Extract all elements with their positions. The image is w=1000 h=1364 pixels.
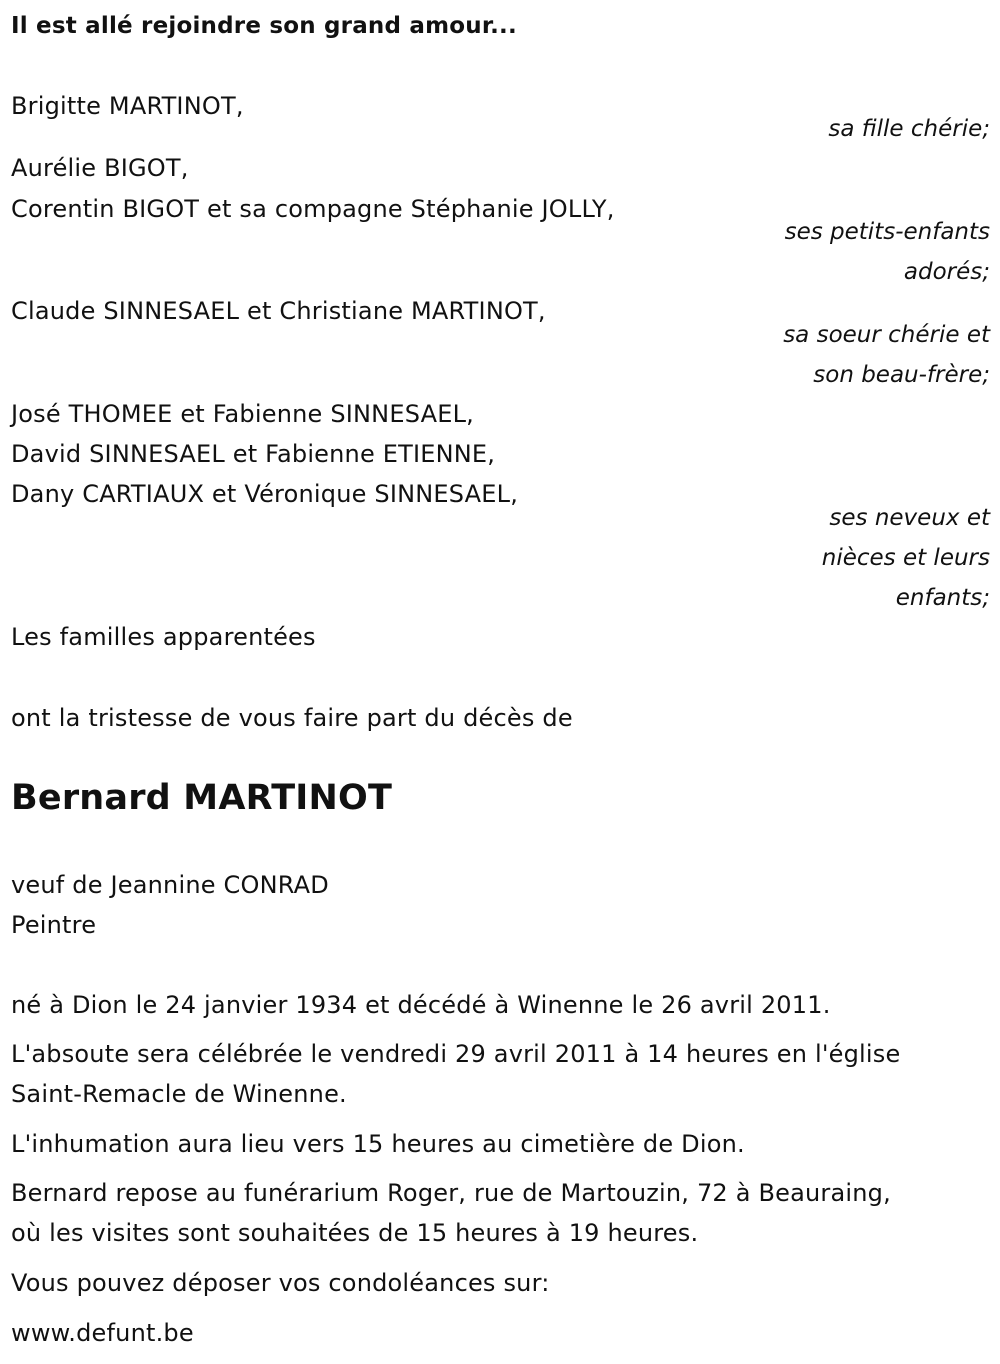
birth-death: né à Dion le 24 janvier 1934 et décédé à Winenne le 26 avril 2011. <box>11 991 831 1019</box>
deceased-name: Bernard MARTINOT <box>11 778 393 818</box>
family-relation: sa soeur chérie et <box>783 322 990 348</box>
family-member: Aurélie BIGOT, <box>11 154 189 182</box>
website-link[interactable]: www.defunt.be <box>11 1319 194 1347</box>
absolution-line: L'absoute sera célébrée le vendredi 29 avril 2011 à 14 heures en l'église <box>11 1040 901 1068</box>
family-member: Claude SINNESAEL et Christiane MARTINOT, <box>11 297 546 325</box>
condolences: Vous pouvez déposer vos condoléances sur: <box>11 1269 550 1297</box>
family-relation: ses neveux et <box>829 505 990 531</box>
heading: Il est allé rejoindre son grand amour... <box>11 13 517 39</box>
absolution-line: Saint-Remacle de Winenne. <box>11 1080 347 1108</box>
family-relation: sa fille chérie; <box>828 116 990 142</box>
announcement: ont la tristesse de vous faire part du décès de <box>11 704 573 732</box>
profession: Peintre <box>11 911 97 939</box>
burial: L'inhumation aura lieu vers 15 heures au cimetière de Dion. <box>11 1130 745 1158</box>
visitation-line: où les visites sont souhaitées de 15 heures à 19 heures. <box>11 1219 699 1247</box>
family-member: David SINNESAEL et Fabienne ETIENNE, <box>11 440 496 468</box>
family-member: Brigitte MARTINOT, <box>11 92 244 120</box>
family-member: Corentin BIGOT et sa compagne Stéphanie JOLLY, <box>11 195 615 223</box>
family-relation: enfants; <box>895 585 990 611</box>
family-member: José THOMEE et Fabienne SINNESAEL, <box>11 400 474 428</box>
family-relation: son beau-frère; <box>813 362 990 388</box>
family-member: Dany CARTIAUX et Véronique SINNESAEL, <box>11 480 519 508</box>
visitation-line: Bernard repose au funérarium Roger, rue de Martouzin, 72 à Beauraing, <box>11 1179 891 1207</box>
related-families: Les familles apparentées <box>11 623 316 651</box>
widower-line: veuf de Jeannine CONRAD <box>11 871 329 899</box>
family-relation: ses petits-enfants <box>784 219 990 245</box>
family-relation: nièces et leurs <box>821 545 990 571</box>
family-relation: adorés; <box>903 259 990 285</box>
